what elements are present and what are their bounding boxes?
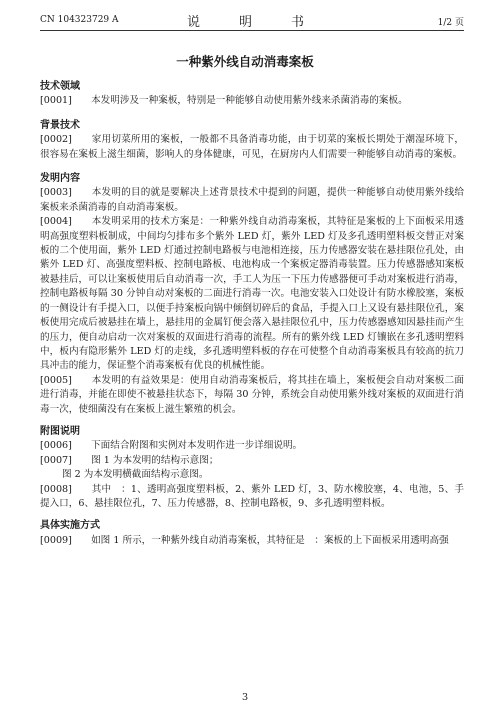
section-heading-drawings: 附图说明 [40, 425, 80, 437]
paragraph-0006: [0006] 下面结合附图和实例对本发明作进一步详细说明。 [40, 440, 303, 452]
paragraph-0004: [0004] 本发明采用的技术方案是：一种紫外线自动消毒案板，其特征是案板的上下面板采用透明高强度塑料板制成，中间均匀排布多个紫外 LED 灯，紫外 LED 灯及多孔透明塑料板交替正对案板的二个使用面，紫外 LED 灯通过控制电路板与电池相连接，压力传感器安装在悬挂限位孔处，由紫外 LED 灯、高强度塑料板、控制电路板、电池构成一个案板定器消毒装置。压力传感器感知案板被悬挂后，可以让案板使用后自动消毒一次，手工人为压一下压力传感器便可手动对案板进行消毒，控制电路板每隔 30 分钟自动对案板的二面进行消毒一次。电池安装入口处设计有防水橡胶塞，案板的一侧设计有手提入口，以便手持案板向锅中倾倒切碎后的食品，手提入口上又设有悬挂限位孔，案板使用完成后被悬挂在墙上，悬挂用的金属钉便会落入悬挂限位孔中，压力传感器感知因悬挂而产生的压力，便自动启动一次对案板的双面进行消毒的流程。所有的紫外线 LED 灯镶嵌在多孔透明塑料中，板内有隐形紫外 LED 灯的走线，多孔透明塑料板的存在可使整个自动消毒案板具有较高的抗刀具冲击的能力，保证整个消毒案板有优良的机械性能。 [40, 216, 464, 372]
paragraph-0008: [0008] 其中 ：1、透明高强度塑料板，2、紫外 LED 灯，3、防水橡胶塞，4、电池，5、手提入口，6、悬挂限位孔，7、压力传感器，8、控制电路板，9、多孔透明塑料板。 [40, 483, 464, 509]
section-heading-embodiment: 具体实施方式 [40, 520, 100, 532]
page-info: 1/2 页 [437, 18, 464, 28]
section-heading-summary: 发明内容 [40, 173, 80, 185]
header-rule [40, 30, 464, 31]
paragraph-0005: [0005] 本发明的有益效果是：使用自动消毒案板后，将其挂在墙上，案板便会自动对案板二面进行消毒，并能在即使不被悬挂状态下，每隔 30 分钟，系统会自动使用紫外线对案板的双面进行消毒一次，使细菌没有在案板上滋生繁殖的机会。 [40, 374, 464, 415]
document-title: 一种紫外线自动消毒案板 [176, 54, 314, 69]
paragraph-0007: [0007] 图 1 为本发明的结构示意图； [40, 454, 219, 466]
section-heading-background: 背景技术 [40, 119, 80, 131]
section-heading-field: 技术领域 [40, 81, 80, 92]
paragraph-0003: [0003] 本发明的目的就是要解决上述背景技术中提到的问题，提供一种能够自动使用紫外线给案板来杀菌消毒的自动消毒案板。 [40, 187, 464, 213]
page-number: 3 [241, 692, 249, 703]
patent-number: CN 104323729 A [40, 15, 119, 25]
paragraph-0002: [0002] 家用切菜所用的案板，一般都不具备消毒功能，由于切菜的案板长期处于潮湿环境下，很容易在案板上滋生细菌，影响人的身体健康，可见，在厨房内人们需要一种能够自动消毒的案板。 [40, 134, 464, 160]
document-body [40, 80, 464, 548]
page-header [40, 10, 464, 30]
paragraph-0009: [0009] 如图 1 所示，一种紫外线自动消毒案板，其特征是 ：案板的上下面板采用透明高强 [40, 534, 449, 546]
paragraph-0007-continued: 图 2 为本发明横截面结构示意图。 [62, 469, 209, 481]
paragraph-0001: [0001] 本发明涉及一种案板，特别是一种能够自动使用紫外线来杀菌消毒的案板。 [40, 95, 408, 107]
document-type: 说 明 书 [186, 15, 317, 30]
